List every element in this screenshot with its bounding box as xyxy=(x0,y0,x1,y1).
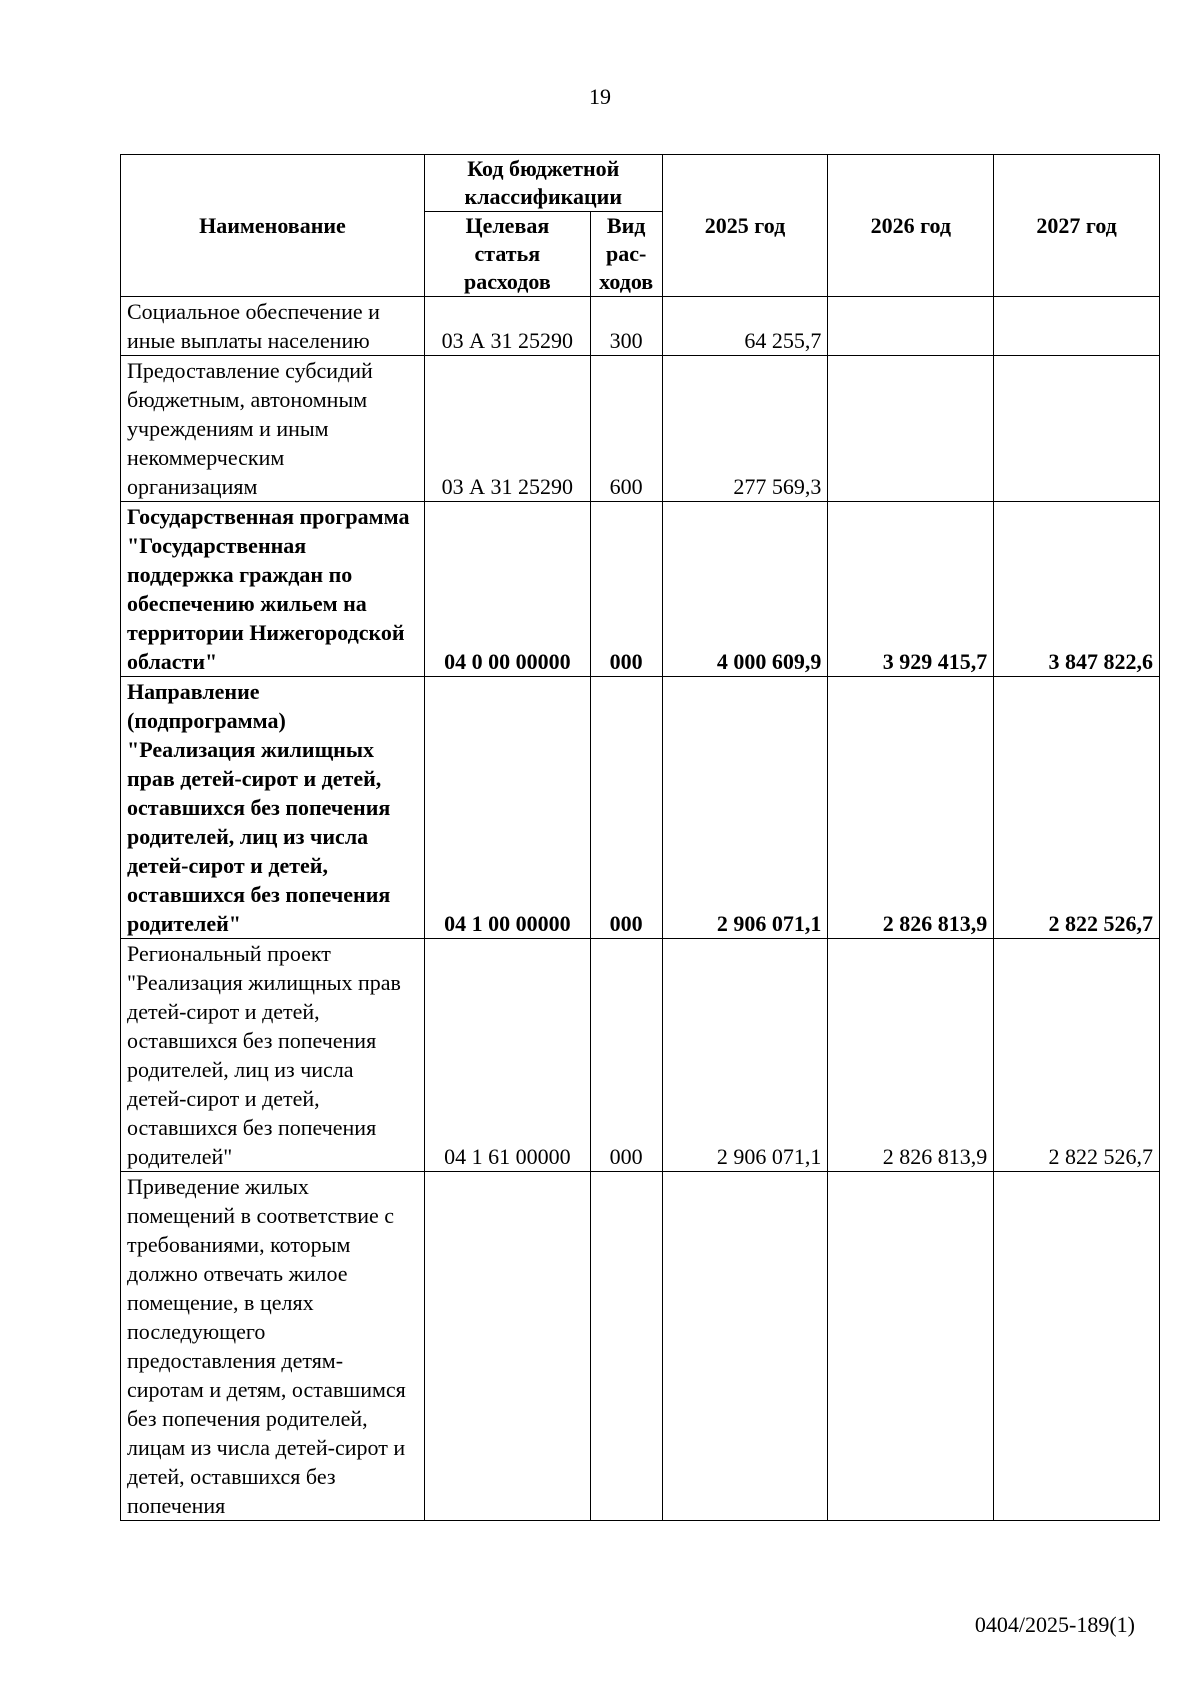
header-name: Наименование xyxy=(121,155,425,297)
budget-table xyxy=(120,154,1160,1521)
row-2025: 2 906 071,1 xyxy=(662,939,828,1172)
row-target-code: 04 0 00 00000 xyxy=(424,502,590,677)
header-code-group: Код бюджетной классификации xyxy=(424,155,662,212)
table-header xyxy=(121,155,1160,297)
table-row xyxy=(121,297,1160,356)
row-name: Социальное обеспечение и иные выплаты населению xyxy=(121,297,425,356)
row-kind-code: 600 xyxy=(590,356,662,502)
row-2027: 3 847 822,6 xyxy=(994,502,1160,677)
row-kind-code: 300 xyxy=(590,297,662,356)
row-kind-code: 000 xyxy=(590,502,662,677)
table-row xyxy=(121,356,1160,502)
row-2025: 4 000 609,9 xyxy=(662,502,828,677)
header-target: Целевая статья расходов xyxy=(424,212,590,297)
document-code: 0404/2025-189(1) xyxy=(974,1612,1135,1637)
table-row xyxy=(121,677,1160,939)
row-2026 xyxy=(828,297,994,356)
page-number: 19 xyxy=(589,84,611,109)
row-2025: 2 906 071,1 xyxy=(662,677,828,939)
row-target-code: 03 А 31 25290 xyxy=(424,356,590,502)
row-2025: 64 255,7 xyxy=(662,297,828,356)
row-target-code: 04 1 61 00000 xyxy=(424,939,590,1172)
row-name: Предоставление субсидий бюджетным, автономным учреждениям и иным некоммерческим организациям xyxy=(121,356,425,502)
row-2026 xyxy=(828,356,994,502)
row-2027: 2 822 526,7 xyxy=(994,939,1160,1172)
row-target-code xyxy=(424,1172,590,1521)
row-kind-code: 000 xyxy=(590,677,662,939)
row-2025 xyxy=(662,1172,828,1521)
row-kind-code: 000 xyxy=(590,939,662,1172)
table-body xyxy=(121,297,1160,1521)
row-2027 xyxy=(994,1172,1160,1521)
row-2027 xyxy=(994,297,1160,356)
table-row xyxy=(121,1172,1160,1521)
row-name: Направление (подпрограмма) "Реализация жилищных прав детей-сирот и детей, оставшихся без попечения родителей, лиц из числа детей-сирот и детей, оставшихся без попечения родителей" xyxy=(121,677,425,939)
row-2025: 277 569,3 xyxy=(662,356,828,502)
row-2027: 2 822 526,7 xyxy=(994,677,1160,939)
row-target-code: 03 А 31 25290 xyxy=(424,297,590,356)
row-kind-code xyxy=(590,1172,662,1521)
header-2026: 2026 год xyxy=(828,155,994,297)
row-2026 xyxy=(828,1172,994,1521)
row-2026: 2 826 813,9 xyxy=(828,677,994,939)
header-2027: 2027 год xyxy=(994,155,1160,297)
row-2026: 2 826 813,9 xyxy=(828,939,994,1172)
table-row xyxy=(121,502,1160,677)
row-2027 xyxy=(994,356,1160,502)
table-row xyxy=(121,939,1160,1172)
row-2026: 3 929 415,7 xyxy=(828,502,994,677)
row-name: Государственная программа "Государственная поддержка граждан по обеспечению жильем на территории Нижегородской области" xyxy=(121,502,425,677)
row-name: Приведение жилых помещений в соответствие с требованиями, которым должно отвечать жилое помещение, в целях последующего предоставления детям-сиротам и детям, оставшимся без попечения родителей, лицам из числа детей-сирот и детей, оставшихся без попечения xyxy=(121,1172,425,1521)
header-kind: Вид рас- ходов xyxy=(590,212,662,297)
row-target-code: 04 1 00 00000 xyxy=(424,677,590,939)
header-2025: 2025 год xyxy=(662,155,828,297)
row-name: Региональный проект "Реализация жилищных прав детей-сирот и детей, оставшихся без попечения родителей, лиц из числа детей-сирот и детей, оставшихся без попечения родителей" xyxy=(121,939,425,1172)
